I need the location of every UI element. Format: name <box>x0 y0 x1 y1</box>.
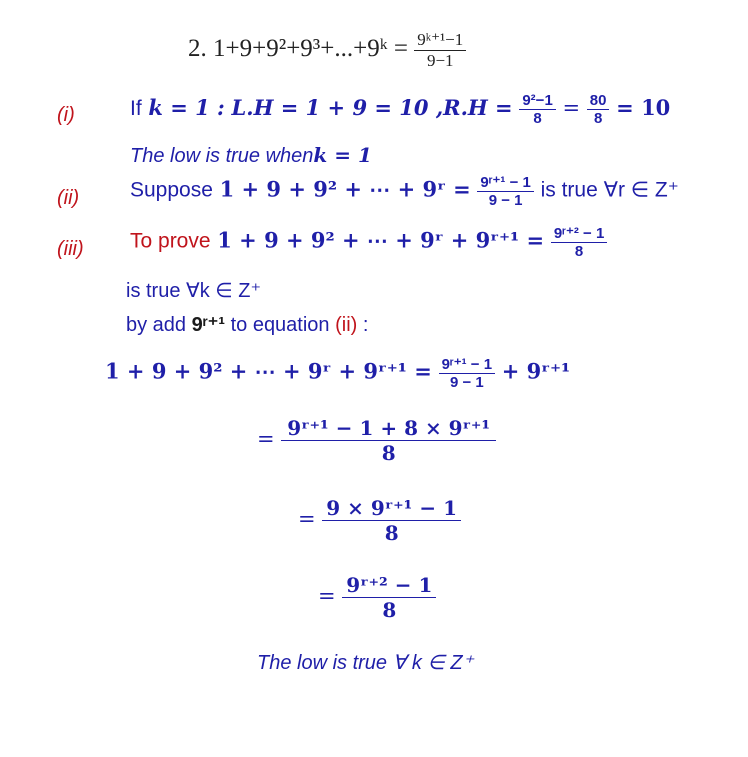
derivation-row-4 <box>318 573 436 622</box>
step-iii-expr: 1 + 9 + 9² + ⋯ + 9ʳ + 9ʳ⁺¹ = <box>217 227 545 253</box>
derivation-row-1 <box>105 355 570 391</box>
step-i-prefix: If <box>130 97 142 120</box>
step-iii-frac-num: 9ʳ⁺² − 1 <box>553 225 605 242</box>
step-ii-prefix: Suppose <box>130 178 213 202</box>
step-iii-line3-d: (ii) <box>335 314 358 336</box>
step-i-frac1-num: 9²−1 <box>522 92 553 109</box>
step-ii-suffix: is true ∀r ∈ Z⁺ <box>540 178 679 202</box>
step-i-label: (i) <box>57 104 75 126</box>
derivation-r1-frac <box>439 355 495 391</box>
derivation-r3-frac <box>322 496 461 545</box>
step-iii-line3-e: : <box>362 314 369 336</box>
problem-title <box>188 30 466 71</box>
step-iii-line3-b: 9ʳ⁺¹ <box>191 314 226 336</box>
step-ii-expr: 1 + 9 + 9² + ⋯ + 9ʳ = <box>219 176 471 202</box>
step-i-frac2-den: 8 <box>587 109 610 127</box>
title-fraction-numerator: 9ᵏ⁺¹−1 <box>417 30 464 49</box>
step-i-eq: = <box>562 96 581 120</box>
derivation-r3-den: 8 <box>322 520 461 545</box>
derivation-r1-num: 9ʳ⁺¹ − 1 <box>441 356 493 373</box>
step-i-line <box>130 92 670 127</box>
derivation-row-2 <box>257 416 496 465</box>
step-i-conclusion <box>130 143 372 168</box>
step-ii-frac <box>477 173 533 209</box>
derivation-r2-eq: = <box>257 427 275 451</box>
derivation-lhs: 1 + 9 + 9² + ⋯ + 9ʳ + 9ʳ⁺¹ = <box>105 358 432 384</box>
derivation-row-3 <box>298 496 461 545</box>
step-iii-frac-den: 8 <box>551 242 607 260</box>
problem-number: 2. <box>188 35 207 63</box>
step-i-frac2 <box>587 92 610 127</box>
step-i-condition: k = 1 : <box>148 95 225 120</box>
step-iii-prefix: To prove <box>130 229 211 253</box>
derivation-r4-num: 9ʳ⁺² − 1 <box>346 573 433 597</box>
derivation-r4-den: 8 <box>342 597 436 622</box>
step-i-conclusion-math: k = 1 <box>313 143 372 167</box>
step-iii-frac <box>551 224 607 260</box>
derivation-r2-frac <box>281 416 496 465</box>
step-i-result: = 10 <box>616 95 671 120</box>
step-iii-label: (iii) <box>57 238 84 260</box>
derivation-r2-den: 8 <box>281 440 496 465</box>
step-iii-line3 <box>126 312 368 337</box>
title-fraction-denominator: 9−1 <box>414 50 466 71</box>
final-conclusion: The low is true ∀ k ∈ Z⁺ <box>257 652 474 674</box>
step-i-lh: L.H = 1 + 9 = 10 ,R.H = <box>231 95 513 120</box>
step-iii-line2: is true ∀k ∈ Z⁺ <box>126 280 262 302</box>
step-iii-line <box>130 224 607 260</box>
title-fraction <box>414 30 466 71</box>
derivation-r3-num: 9 × 9ʳ⁺¹ − 1 <box>326 496 457 520</box>
derivation-r1-tail: + 9ʳ⁺¹ <box>501 358 571 384</box>
step-iii-line3-a: by add <box>126 314 187 336</box>
derivation-r4-eq: = <box>318 584 336 608</box>
derivation-r2-num: 9ʳ⁺¹ − 1 + 8 × 9ʳ⁺¹ <box>287 416 491 440</box>
step-iii-line3-c: to equation <box>230 314 330 336</box>
step-i-conclusion-text: The low is true when <box>130 145 314 167</box>
step-i-frac2-num: 80 <box>589 92 607 109</box>
derivation-r4-frac <box>342 573 436 622</box>
derivation-r1-den: 9 − 1 <box>439 373 495 391</box>
step-ii-label: (ii) <box>57 187 80 209</box>
step-i-frac1 <box>519 92 555 127</box>
derivation-r3-eq: = <box>298 507 316 531</box>
step-i-frac1-den: 8 <box>519 109 555 127</box>
title-lhs: 1+9+9²+9³+...+9ᵏ = <box>213 35 408 63</box>
step-ii-frac-num: 9ʳ⁺¹ − 1 <box>480 174 531 191</box>
step-ii-frac-den: 9 − 1 <box>477 191 533 209</box>
step-ii-line <box>130 173 679 209</box>
